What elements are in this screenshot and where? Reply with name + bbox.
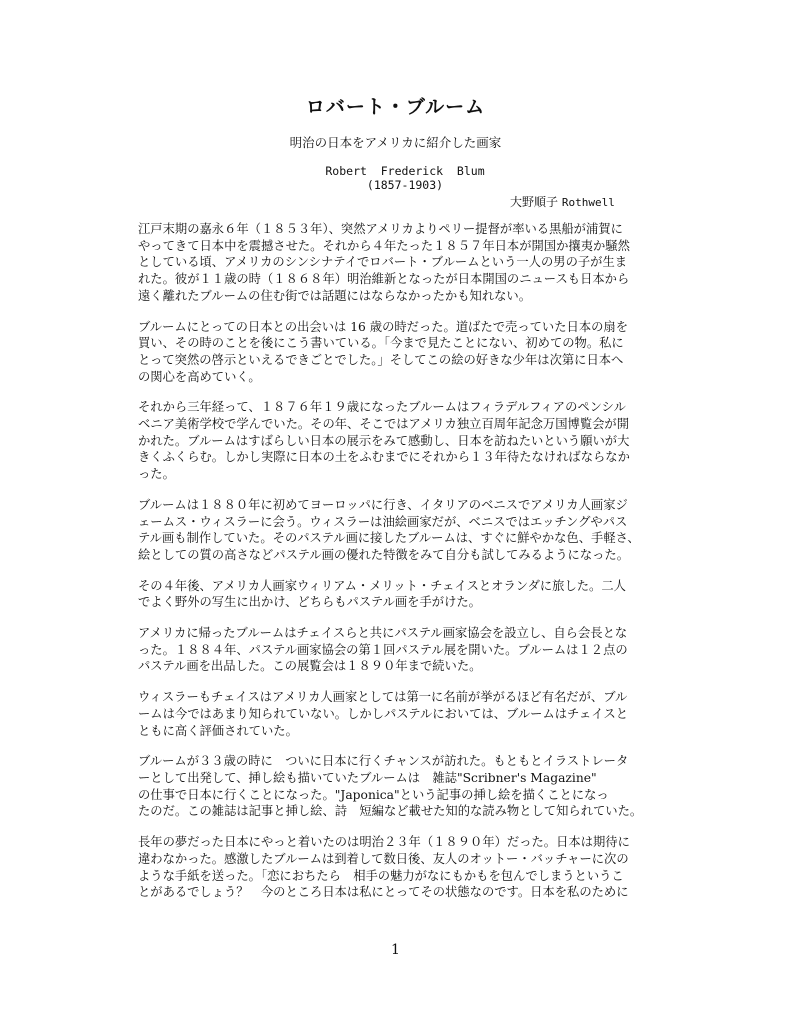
paragraph-line: 絵としての質の高さなどパステル画の優れた特徴をみて自分も試してみるようになった。 <box>138 547 630 562</box>
paragraph-line: ブルームにとっての日本との出会いは 16 歳の時だった。道ばたで売っていた日本の扇を <box>138 319 629 334</box>
paragraph <box>138 497 663 564</box>
document-title: ロバート・ブルーム <box>305 96 486 118</box>
paragraph-line: れた。彼が１１歳の時（１８６８年）明治維新となったが日本開国のニュースも日本から <box>138 272 630 287</box>
paragraph-line: パステル画を出品した。この展覧会は１８９０年まで続いた。 <box>138 659 482 674</box>
paragraph <box>138 689 663 739</box>
paragraph-line: 違わなかった。感激したブルームは到着して数日後、友人のオットー・バッチャーに次の <box>138 851 629 866</box>
paragraph-line: でよく野外の写生に出かけ、どちらもパステル画を手がけた。 <box>138 595 481 610</box>
paragraph-line: テル画も制作していた。そのパステル画に接したブルームは、すぐに鮮やかな色、手軽さ、 <box>138 531 640 546</box>
paragraph-line: としている頃、アメリカのシンシナテイでロバート・ブルームという一人の男の子が生ま <box>138 255 628 270</box>
paragraph-line: ーとして出発して、挿し絵も描いていたブルームは 雑誌"Scribner's Magazine" <box>138 770 597 785</box>
paragraph-line: ともに高く評価されていた。 <box>138 723 298 738</box>
paragraph-line: ームは今ではあまり知られていない。しかしパステルにおいては、ブルームはチェイスと <box>138 706 629 721</box>
author-name-jp: 大野順子 <box>510 195 559 209</box>
paragraph <box>138 578 663 611</box>
paragraph-line: とって突然の啓示といえるできごとでした。」そしてこの絵の好きな少年は次第に日本へ <box>138 352 624 367</box>
paragraph-line: やってきて日本中を震撼させた。それから４年たった１８５７年日本が開国か攘夷か騒然 <box>138 238 630 253</box>
paragraph-line: ウィスラーもチェイスはアメリカ人画家としては第一に名前が挙がるほど有名だが、ブル <box>138 690 628 705</box>
paragraph <box>138 319 663 386</box>
paragraph-line: ベニア美術学校で学んでいた。その年、そこではアメリカ独立百周年記念万国博覧会が開 <box>138 417 630 432</box>
paragraph <box>138 834 663 901</box>
subject-years: (1857-1903) <box>366 178 444 192</box>
paragraph-line: かれた。ブルームはすばらしい日本の展示をみて感動し、日本を訪ねたいという願いが大 <box>138 433 630 448</box>
document-body <box>138 221 663 915</box>
document-subtitle: 明治の日本をアメリカに紹介した画家 <box>289 135 502 150</box>
author-name-latin: Rothwell <box>561 196 615 209</box>
paragraph-line: ような手紙を送った。「恋におちたら 相手の魅力がなにもかもを包んでしまうというこ <box>138 868 624 883</box>
paragraph <box>138 399 663 483</box>
author-line <box>510 193 615 210</box>
paragraph <box>138 625 663 675</box>
page-number: 1 <box>391 942 400 958</box>
paragraph-line: の関心を高めていく。 <box>138 369 261 384</box>
paragraph-line: とがあるでしょう？ 今のところ日本は私にとってその状態なのです。日本を私のために <box>138 885 629 900</box>
paragraph-line: った。 <box>138 467 175 482</box>
paragraph-line: の仕事で日本に行くことになった。"Japonica"という記事の挿し絵を描くことになっ <box>138 787 609 802</box>
paragraph-line: 江戸末期の嘉永６年（１８５３年）、突然アメリカよりペリー提督が率いる黒船が浦賀に <box>138 222 623 236</box>
paragraph <box>138 753 663 820</box>
subject-block <box>305 164 505 192</box>
paragraph-line: 長年の夢だった日本にやっと着いたのは明治２３年（１８９０年）だった。日本は期待に <box>138 835 630 850</box>
paragraph-line: 買い、その時のことを後にこう書いている。「今まで見たことにない、初めての物。私に <box>138 336 624 351</box>
paragraph-line: アメリカに帰ったブルームはチェイスらと共にパステル画家協会を設立し、自ら会長とな <box>138 626 628 641</box>
paragraph-line: それから三年経って、１８７６年１９歳になったブルームはフィラデルフィアのペンシル <box>138 400 626 415</box>
paragraph-line: った。１８８４年、パステル画家協会の第１回パステル展を開いた。ブルームは１２点の <box>138 642 628 657</box>
subject-name: Robert Frederick Blum <box>325 164 485 178</box>
paragraph-line: きくふくらむ。しかし実際に日本の土をふむまでにそれから１３年待たなければならなか <box>138 450 630 465</box>
paragraph-line: ブルームが３３歳の時に ついに日本に行くチャンスが訪れた。もともとイラストレータ <box>138 754 629 769</box>
paragraph-line: ブルームは１８８０年に初めてヨーロッパに行き、イタリアのベニスでアメリカ人画家ジ <box>138 497 628 512</box>
paragraph-line: ェームス・ウィスラーに会う。ウィスラーは油絵画家だが、ベニスではエッチングやパス <box>138 514 628 529</box>
paragraph <box>138 221 663 305</box>
paragraph-line: 遠く離れたブルームの住む街では話題にはならなかったかも知れない。 <box>138 288 532 303</box>
paragraph-line: たのだ。この雑誌は記事と挿し絵、詩 短編など載せた知的な読み物として知られていた。 <box>138 804 643 819</box>
paragraph-line: その４年後、アメリカ人画家ウィリアム・メリット・チェイスとオランダに旅した。二人 <box>138 578 626 593</box>
